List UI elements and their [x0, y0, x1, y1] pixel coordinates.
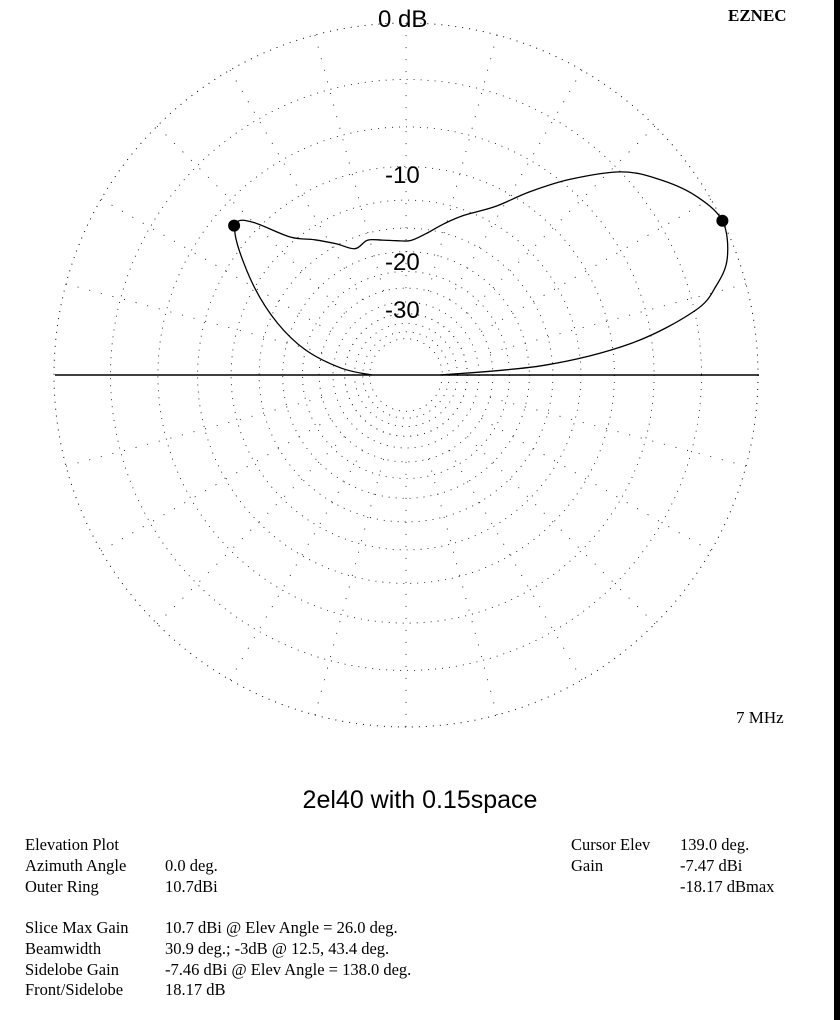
ring-label-0db: 0 dB [378, 6, 428, 33]
grid-spoke [157, 437, 344, 624]
grid-spoke [468, 126, 655, 313]
page-edge-bar [834, 0, 840, 1020]
info-value: 18.17 dB [165, 980, 226, 1000]
info-label: Outer Ring [25, 876, 99, 896]
frequency-label: 7 MHz [736, 708, 784, 727]
grid-spoke [315, 35, 384, 291]
cursor-marker [228, 220, 240, 232]
info-value: -7.47 dBi [680, 855, 743, 875]
info-row [571, 877, 774, 898]
info-row [25, 960, 411, 981]
info-row [25, 835, 218, 856]
info-label: Sidelobe Gain [25, 959, 119, 979]
info-label: Front/Sidelobe [25, 980, 124, 1000]
grid-spoke [450, 70, 583, 300]
grid-spoke [315, 459, 384, 715]
grid-spoke [450, 450, 583, 680]
ring-label-minus-20: -20 [385, 249, 420, 276]
grid-spoke [490, 398, 746, 467]
grid-spoke [66, 284, 322, 353]
info-label: Azimuth Angle [25, 855, 127, 875]
grid-spoke [230, 450, 363, 680]
info-row [25, 877, 218, 898]
info-value: 10.7dBi [165, 876, 218, 896]
info-row [25, 980, 411, 1001]
grid-spoke [468, 437, 655, 624]
info-row [25, 918, 411, 939]
grid-spoke [101, 419, 331, 552]
info-value: 0.0 deg. [165, 855, 218, 875]
info-row [571, 856, 774, 877]
info-label: Gain [571, 855, 604, 875]
info-row [25, 856, 218, 877]
info-value: -7.46 dBi @ Elev Angle = 138.0 deg. [165, 959, 412, 979]
grid-spoke [230, 70, 363, 300]
info-label: Cursor Elev [571, 835, 651, 854]
info-row [25, 939, 411, 960]
grid-spoke [481, 419, 711, 552]
grid-spoke [429, 459, 498, 715]
info-value: 30.9 deg.; -3dB @ 12.5, 43.4 deg. [165, 938, 390, 958]
grid-spoke [101, 199, 331, 332]
info-label: Elevation Plot [25, 835, 119, 854]
left-info-panel-2 [25, 918, 411, 1001]
ring-label-minus-30: -30 [385, 297, 420, 324]
right-info-panel [571, 835, 774, 897]
info-value: 10.7 dBi @ Elev Angle = 26.0 deg. [165, 918, 398, 937]
info-row [571, 835, 774, 856]
info-value: -18.17 dBmax [680, 876, 775, 896]
info-label: Beamwidth [25, 938, 102, 958]
plot-title: 2el40 with 0.15space [302, 786, 538, 814]
info-label: Slice Max Gain [25, 918, 129, 937]
grid-spoke [481, 199, 711, 332]
max-gain-marker [716, 215, 728, 227]
pattern-markers [228, 215, 728, 232]
brand-label: EZNEC [728, 6, 787, 25]
grid-spoke [157, 126, 344, 313]
grid-spoke [66, 398, 322, 467]
info-value: 139.0 deg. [680, 835, 750, 854]
left-info-panel [25, 835, 218, 897]
grid-spoke [490, 284, 746, 353]
ring-label-minus-10: -10 [385, 162, 420, 189]
radiation-pattern-curve [235, 172, 728, 375]
